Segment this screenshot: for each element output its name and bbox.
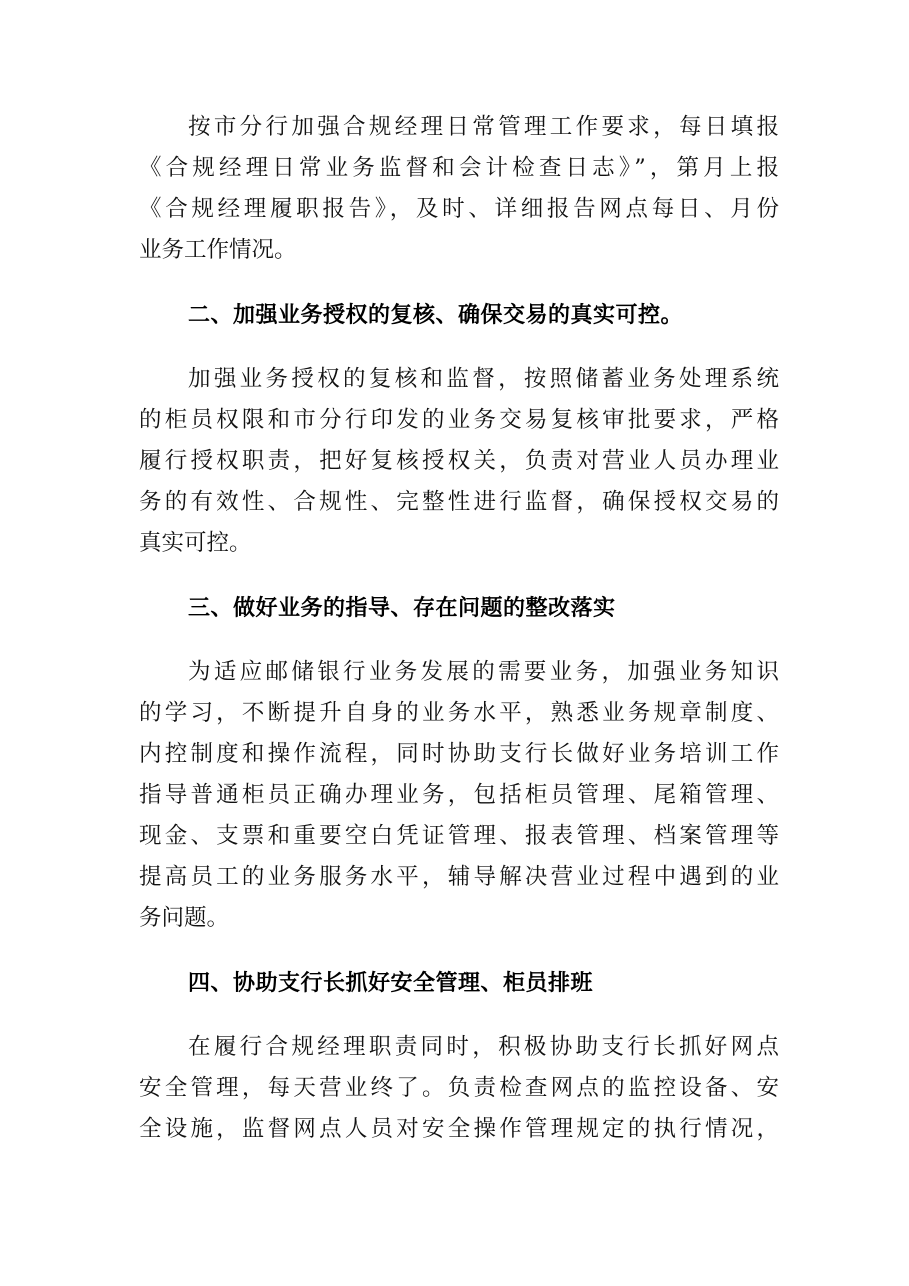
paragraph-1-line-1: 按市分行加强合规经理日常管理工作要求，每日填报 xyxy=(188,114,779,140)
paragraph-3-line-6: 提高员工的业务服务水平，辅导解决营业过程中遇到的业 xyxy=(139,864,779,890)
paragraph-3-line-2: 的学习，不断提升自身的业务水平，熟悉业务规章制度、 xyxy=(139,700,779,726)
paragraph-3-line-5: 现金、支票和重要空白凭证管理、报表管理、档案管理等 xyxy=(139,823,779,849)
paragraph-2-line-4: 务的有效性、合规性、完整性进行监督，确保授权交易的 xyxy=(139,489,779,515)
paragraph-1-line-3: 《合规经理履职报告》，及时、详细报告网点每日、月份 xyxy=(139,196,779,222)
paragraph-2-line-2: 的柜员权限和市分行印发的业务交易复核审批要求，严格 xyxy=(139,407,779,433)
section-heading-3: 三、做好业务的指导、存在问题的整改落实 xyxy=(188,596,616,621)
paragraph-3-line-1: 为适应邮储银行业务发展的需要业务，加强业务知识 xyxy=(188,659,779,685)
paragraph-3-line-7: 务问题。 xyxy=(139,905,230,931)
paragraph-3-line-4: 指导普通柜员正确办理业务，包括柜员管理、尾箱管理、 xyxy=(139,782,779,808)
paragraph-4-line-3: 全设施，监督网点人员对安全操作管理规定的执行情况， xyxy=(139,1116,779,1142)
section-heading-4: 四、协助支行长抓好安全管理、柜员排班 xyxy=(188,971,594,996)
paragraph-4-line-2: 安全管理，每天营业终了。负责检查网点的监控设备、安 xyxy=(139,1075,779,1101)
paragraph-3-line-3: 内控制度和操作流程，同时协助支行长做好业务培训工作 xyxy=(139,741,779,767)
paragraph-1-line-4: 业务工作情况。 xyxy=(139,237,297,263)
paragraph-2-line-5: 真实可控。 xyxy=(139,530,252,556)
paragraph-4-line-1: 在履行合规经理职责同时，积极协助支行长抓好网点 xyxy=(188,1034,779,1060)
paragraph-2-line-3: 履行授权职责，把好复核授权关，负责对营业人员办理业 xyxy=(139,448,779,474)
section-heading-2: 二、加强业务授权的复核、确保交易的真实可控。 xyxy=(188,303,684,328)
paragraph-1-line-2: 《合规经理日常业务监督和会计检查日志》”，第月上报 xyxy=(139,155,779,181)
paragraph-2-line-1: 加强业务授权的复核和监督，按照储蓄业务处理系统 xyxy=(188,366,779,392)
